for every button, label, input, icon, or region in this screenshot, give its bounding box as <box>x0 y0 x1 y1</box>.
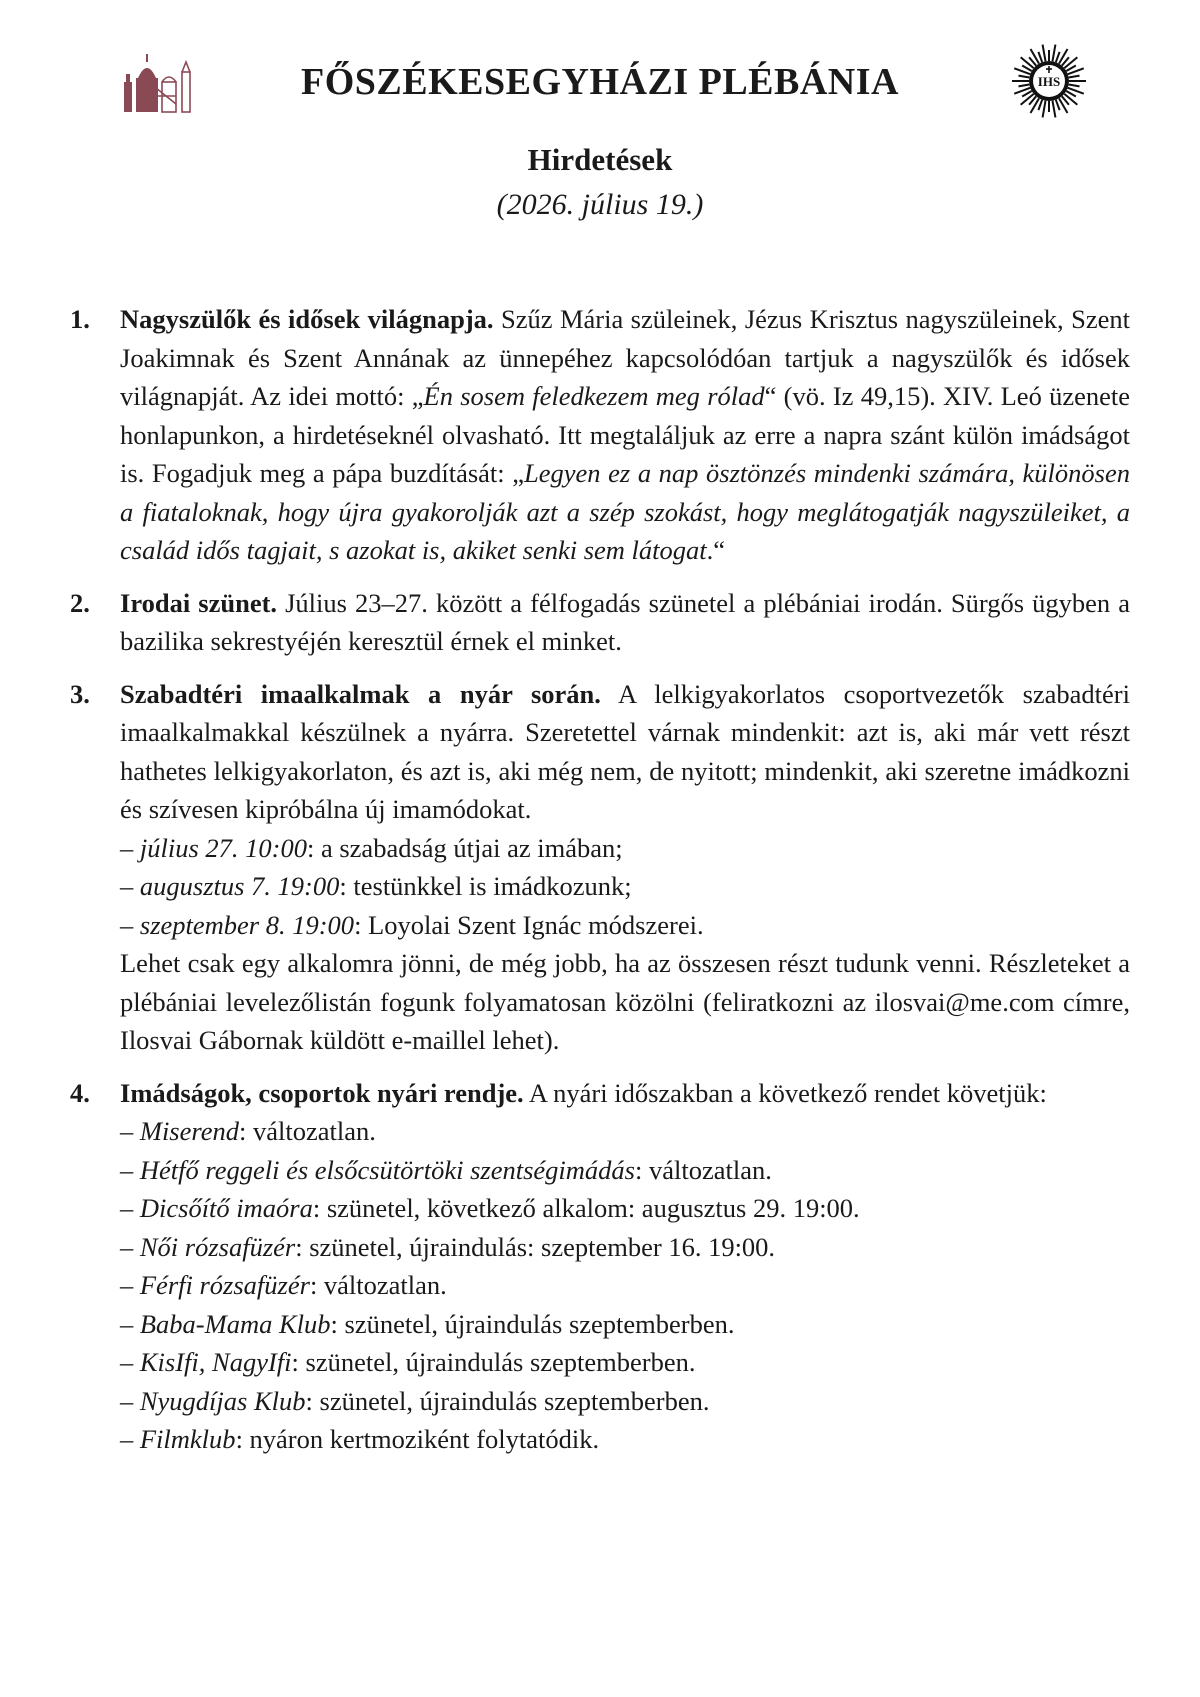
sunburst-ray <box>1038 52 1042 62</box>
list-dash: – <box>120 1270 140 1300</box>
pope-quote: Legyen ez a nap ösztönzés mindenki számára, különösen a fiataloknak, hogy újra gyakorolják azt a szép szokást, hogy meglátogatják nagyszüleiket, a család idős tagjait, s azokat is, akiket senki sem látogat <box>120 458 1130 565</box>
ihs-sunburst-icon <box>1010 42 1088 120</box>
schedule-status: : szünetel, következő alkalom: augusztus 29. 19:00. <box>312 1193 860 1223</box>
list-dash: – <box>120 832 140 863</box>
schedule-row <box>70 1382 1130 1421</box>
sunburst-ray <box>1052 45 1055 62</box>
schedule-status: : szünetel, újraindulás szeptemberben. <box>291 1347 696 1377</box>
schedule-name: Baba-Mama Klub <box>139 1308 331 1339</box>
svg-text:IHS: IHS <box>1037 74 1061 89</box>
item-number: 3. <box>70 678 90 709</box>
announcement-list <box>70 300 1130 1473</box>
sunburst-ray <box>1052 101 1055 118</box>
schedule-name: Férfi rózsafüzér <box>139 1270 310 1300</box>
section-title: Hirdetések <box>527 142 673 177</box>
item-text: Július 23–27. között a félfogadás szünetel a plébániai irodán. Sürgős ügyben a bazilika sekrestyéjén keresztül érnek el minket. <box>120 587 1130 656</box>
item-heading: Nagyszülők és idősek világnapja. <box>120 304 494 334</box>
sunburst-ray <box>1056 52 1060 62</box>
event-row <box>70 867 1130 906</box>
schedule-name: KisIfi, NagyIfi <box>139 1347 292 1377</box>
sunburst-ray <box>1038 100 1042 110</box>
schedule-status: : változatlan. <box>309 1270 447 1300</box>
schedule-status: : szünetel, újraindulás szeptemberben. <box>305 1385 710 1416</box>
sunburst-ray <box>1043 101 1046 118</box>
schedule-status: : szünetel, újraindulás: szeptember 16. 19:00. <box>295 1231 776 1262</box>
list-dash: – <box>120 1424 140 1454</box>
list-dash: – <box>120 1116 140 1146</box>
schedule-row <box>70 1305 1130 1344</box>
item-text: A lelkigyakorlatos csoportvezetők szabadtéri imaalkalmakkal készülnek a nyárra. Szeretettel várnak mindenkit: azt is, aki már vett részt hathetes lelkigyakorlaton, és azt is, aki még nem, de nyitott; mindenkit, aki szeretne imádkozni és szívesen kipróbálna új imamódokat. <box>120 678 1130 824</box>
item-text: Szűz Mária szüleinek, Jézus Krisztus nagyszüleinek, Szent Joakimnak és Szent Annának az ünnepéhez kapcsolódóan tartjuk a nagyszülők és idősek világnapját. Az idei mottó: „ <box>120 304 1130 411</box>
item-heading: Imádságok, csoportok nyári rendje. <box>120 1077 524 1108</box>
schedule-row <box>70 1228 1130 1267</box>
event-title: : Loyolai Szent Ignác módszerei. <box>354 909 704 940</box>
event-title: : a szabadság útjai az imában; <box>306 832 623 863</box>
schedule-name: Nyugdíjas Klub <box>139 1385 306 1416</box>
list-dash: – <box>120 1154 140 1185</box>
schedule-list <box>120 1112 1130 1459</box>
page-header <box>0 0 1200 130</box>
announcement-date: (2026. július 19.) <box>496 188 704 221</box>
list-dash: – <box>120 1193 140 1223</box>
event-time: július 27. 10:00 <box>139 832 307 863</box>
event-title: : testünkkel is imádkozunk; <box>339 871 632 901</box>
schedule-status: : nyáron kertmoziként folytatódik. <box>235 1424 600 1454</box>
sunburst-ray <box>1069 84 1080 86</box>
list-dash: – <box>120 1385 140 1416</box>
list-dash: – <box>120 1308 140 1339</box>
schedule-name: Hétfő reggeli és elsőcsütörtöki szentségimádás <box>139 1154 635 1185</box>
schedule-name: Filmklub <box>139 1424 236 1454</box>
schedule-status: : szünetel, újraindulás szeptemberben. <box>330 1308 735 1339</box>
announcement-item-1 <box>70 300 1130 570</box>
schedule-name: Női rózsafüzér <box>139 1231 296 1262</box>
item-number: 4. <box>70 1077 90 1108</box>
schedule-row <box>70 1266 1130 1305</box>
motto-text: Én sosem feledkezem meg rólad <box>423 381 765 411</box>
event-time: szeptember 8. 19:00 <box>139 909 355 940</box>
announcement-item-3 <box>70 675 1130 1060</box>
item-text: .“ <box>706 535 726 565</box>
sunburst-ray <box>1043 45 1046 62</box>
item-heading: Szabadtéri imaalkalmak a nyár során. <box>120 678 601 709</box>
schedule-row <box>70 1189 1130 1228</box>
item-text: A nyári időszakban a következő rendet követjük: <box>523 1077 1047 1108</box>
schedule-row <box>70 1420 1130 1459</box>
page-title: FŐSZÉKESEGYHÁZI PLÉBÁNIA <box>301 61 899 103</box>
item-text: “ (vö. Iz 49,15). XIV. Leó üzenete honlapunkon, a hirdetéseknél olvasható. Itt megtaláljuk az erre a napra szánt külön imádságot is. Fogadjuk meg a pápa buzdítását: „ <box>120 381 1130 488</box>
sunburst-ray <box>1018 76 1029 78</box>
list-dash: – <box>120 1347 140 1377</box>
announcement-item-4 <box>70 1074 1130 1459</box>
event-row <box>70 829 1130 868</box>
list-dash: – <box>120 909 140 940</box>
event-time: augusztus 7. 19:00 <box>139 871 340 901</box>
schedule-name: Miserend <box>139 1116 239 1146</box>
item-number: 1. <box>70 304 90 334</box>
event-list <box>120 829 1130 945</box>
sunburst-ray <box>1069 76 1080 78</box>
announcement-item-2 <box>70 584 1130 661</box>
schedule-row <box>70 1112 1130 1151</box>
event-row <box>70 906 1130 945</box>
item-heading: Irodai szünet. <box>120 587 278 618</box>
list-dash: – <box>120 871 140 901</box>
item-closing-text: Lehet csak egy alkalomra jönni, de még jobb, ha az összesen részt tudunk venni. Részleteket a plébániai levelezőlistán fogunk folyamatosan közölni (feliratkozni az ilosvai@me.com címre, Ilosvai Gábornak küldött e-maillel lehet). <box>120 948 1130 1055</box>
schedule-status: : változatlan. <box>634 1154 772 1185</box>
item-number: 2. <box>70 587 90 618</box>
schedule-status: : változatlan. <box>238 1116 376 1146</box>
list-dash: – <box>120 1231 140 1262</box>
schedule-row <box>70 1151 1130 1190</box>
schedule-row <box>70 1343 1130 1382</box>
schedule-name: Dicsőítő imaóra <box>139 1193 313 1223</box>
sunburst-ray <box>1056 100 1060 110</box>
sunburst-ray <box>1018 84 1029 86</box>
